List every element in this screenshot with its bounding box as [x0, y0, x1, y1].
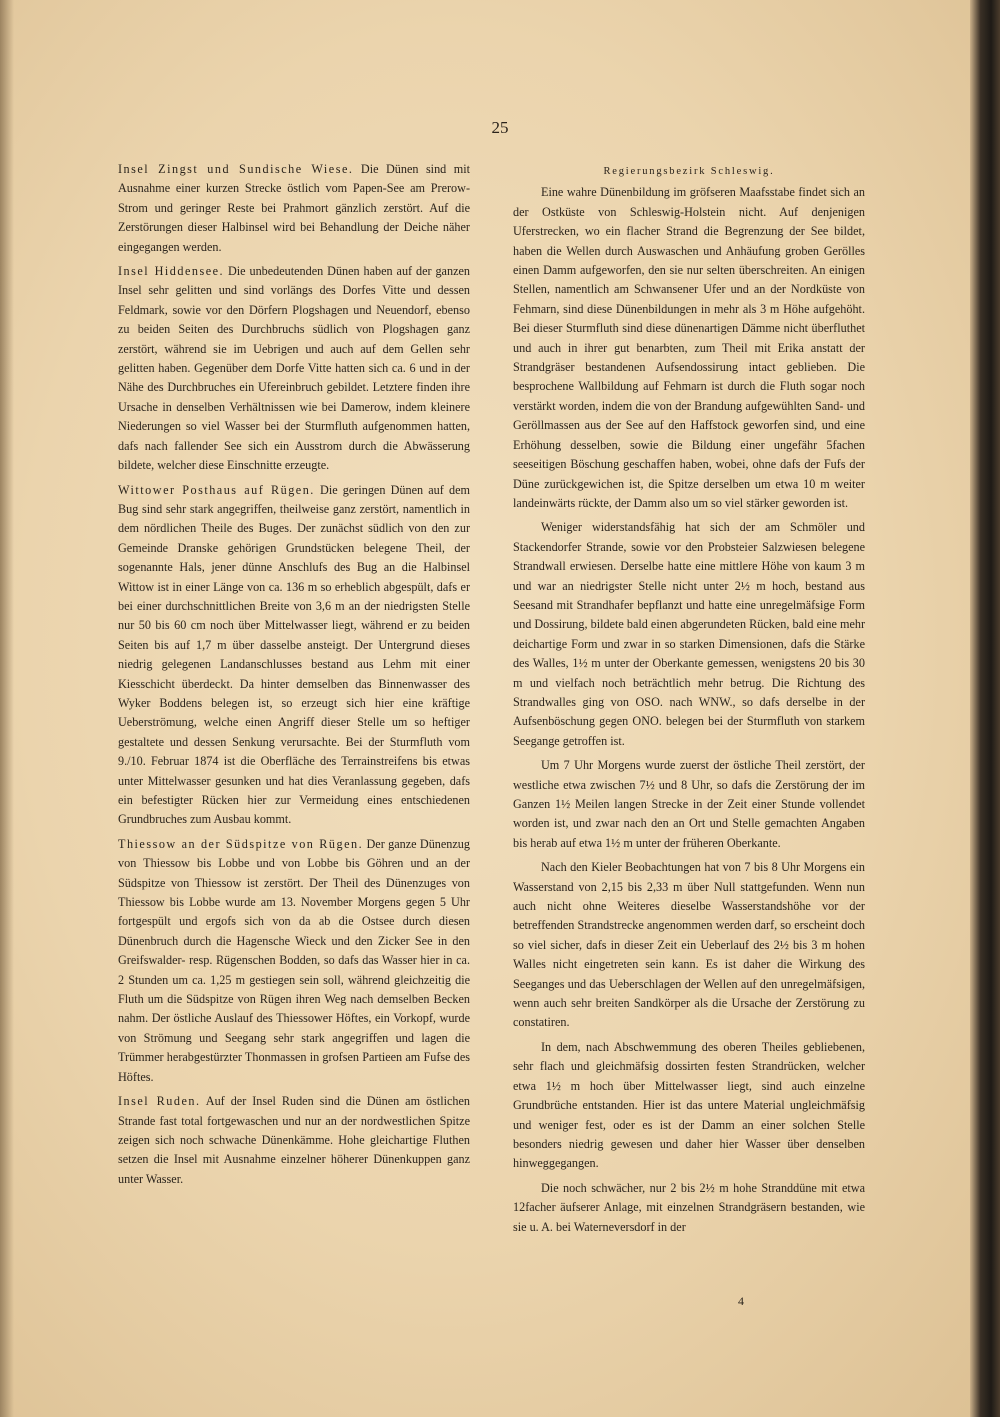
section-heading: Wittower Posthaus auf Rügen.	[118, 482, 315, 497]
paragraph: Um 7 Uhr Morgens wurde zuerst der östliche Theil zerstört, der westliche etwa zwischen 7½ und 8 Uhr, so dafs die Zerstörung der im Ganzen 1½ Meilen langen Strecke in der Zeit einer Stunde vollendet worden ist, und zwar nach den an Ort und Stelle gemachten Angaben bis herab auf etwa 1½ m unter der früheren Oberkante.	[513, 758, 865, 850]
section-heading: Insel Ruden.	[118, 1094, 201, 1109]
section-heading: Thiessow an der Südspitze von Rügen.	[118, 836, 364, 851]
paragraph-zingst	[118, 160, 470, 257]
paragraph-ruden	[118, 1092, 470, 1189]
section-heading: Insel Zingst und Sundische Wiese.	[118, 162, 354, 176]
region-heading: Regierungsbezirk Schleswig.	[603, 166, 775, 177]
paragraph-text: Die geringen Dünen auf dem Bug sind sehr stark angegriffen, theilweise ganz zerstört, namentlich in dem nördlichen Theile des Buges. Der zunächst südlich von den zur Gemeinde Dranske gehörigen Grundstücken belegene Theil, der sogenannte Hals, jener dünne Anschlufs des Bug an die Halbinsel Wittow ist in einer Länge von ca. 136 m so erheblich abgespült, dafs er bei einer durchschnittlichen Breite von 3,6 m an der niedrigsten Stelle nur 50 bis 60 cm noch über Mittelwasser liegt, während er zu beiden Seiten bis auf 1,7 m über dasselbe ansteigt. Der Untergrund dieses niedrig gelegenen Landanschlusses bestand aus Lehm mit einer Kiesschicht überdeckt. Da hinter demselben das Binnenwasser des Wyker Boddens belegen ist, so erzeugt sich hier eine kräftige Ueberströmung, welche einen Angriff dieser Stelle um so heftiger gestaltete und dessen Senkung verursachte. Bei der Sturmfluth vom 9./10. Februar 1874 ist die Oberfläche des Terrainstreifens bis etwas unter Mittelwasser gesunken und hat dies Veranlassung gegeben, dafs ein befestigter Rücken hier zur Vermeidung eines entschiedenen Grundbruches zum Ausbau kommt.	[118, 482, 470, 827]
paragraph-wittower	[118, 481, 470, 830]
paragraph-text: Der ganze Dünenzug von Thiessow bis Lobbe und von Lobbe bis Göhren und an der Südspitze von Thiessow ist zerstört. Der Theil des Dünenzuges von Thiessow bis Lobbe wurde am 13. November Morgens gegen 5 Uhr fortgespült und ergofs sich von da ab die Ostsee durch diesen Dünenbruch durch die Hagensche Wieck und den Zicker See in den Greifswalder- resp. Rügenschen Bodden, so dafs das Wasser hier in ca. 2 Stunden um ca. 1,25 m gestiegen sein soll, während gleichzeitig die Fluth um die Südspitze von Rügen ihren Weg nach demselben Becken nahm. Der östliche Auslauf des Thiessower Höftes, ein Vorkopf, wurde von Strömung und Seegang sehr stark angegriffen und lagen die Trümmer herabgestürzter Thonmassen in grofsen Partieen am Fufse des Höftes.	[118, 836, 470, 1084]
section-heading: Insel Hiddensee.	[118, 264, 225, 279]
page-left-shadow	[0, 0, 14, 1417]
paragraph: Nach den Kieler Beobachtungen hat von 7 bis 8 Uhr Morgens ein Wasserstand von 2,15 bis 2,33 m über Null stattgefunden. Wenn nun auch nicht ohne Weiteres dieselbe Wasserstandshöhe vor der betreffenden Strandstrecke angenommen werden darf, so erscheint doch so viel sicher, dafs in dieser Zeit ein Ueberlauf des 2½ bis 3 m hohen Walles nicht eingetreten sein kann. Es ist daher die Wirkung des Seeganges und das Ueberschlagen der Wellen auf den unregelmäfsigen, wenn auch sehr breiten Sandkörper als die Ursache der Zerstörung zu constatiren.	[513, 860, 865, 1030]
signature-number: 4	[738, 1294, 744, 1308]
left-column	[118, 160, 470, 1194]
right-column	[513, 162, 865, 1242]
paragraph-text: Die unbedeutenden Dünen haben auf der ganzen Insel sehr gelitten und sind vorlängs des Dorfes Vitte und dessen Feldmark, sowie vor den Dörfern Plogshagen und Neuendorf, ebenso zu beiden Seiten des Durchbruchs südlich von Plogshagen ganz zerstört, während sie im Uebrigen und auch auf dem Gellen sehr gelitten haben. Gegenüber dem Dorfe Vitte hatten sich ca. 6 und in der Nähe des Durchbruches ein Ufereinbruch gebildet. Letztere finden ihre Ursache in denselben Verhältnissen wie bei Damerow, indem kleinere Niederungen so viel Wasser bei der Sturmfluth aufgenommen hatten, dafs nach fallender See sich ein Ausstrom durch die Abwässerung bildete, welcher diese Einschnitte erzeugte.	[118, 264, 470, 473]
paragraph: Weniger widerstandsfähig hat sich der am Schmöler und Stackendorfer Strande, sowie vor den Probsteier Salzwiesen belegene Strandwall erwiesen. Derselbe hatte eine mittlere Höhe von kaum 3 m und war an niedrigster Stelle nicht unter 2½ m hoch, bestand aus Seesand mit Strandhafer bepflanzt und hatte eine unregelmäfsige Form und Dossirung, bildete bald einen abgerundeten Rücken, bald eine mehr deichartige Form und zwar in so starken Dimensionen, dafs die Stärke des Walles, 1½ m unter der Oberkante gemessen, wenigstens 20 bis 30 m und vielfach noch beträchtlich mehr betrug. Die Richtung des Strandwalles ging von OSO. nach WNW., so dafs derselbe in der Aufsenböschung gegen ONO. belegen bei der Sturmfluth von starkem Seegange getroffen ist.	[513, 520, 865, 748]
paragraph: In dem, nach Abschwemmung des oberen Theiles gebliebenen, sehr flach und gleichmäfsig dossirten festen Strandrücken, welcher etwa 1½ m hoch über Mittelwasser liegt, sind auch einzelne Grundbrüche entstanden. Hier ist das untere Material ungleichmäfsig und weniger fest, oder es ist der Damm an einer solchen Stelle besonders niedrig gewesen und daher hier Wasser über denselben hinweggegangen.	[513, 1039, 865, 1171]
paragraph-hiddensee	[118, 262, 470, 475]
paragraph: Die noch schwächer, nur 2 bis 2½ m hohe Stranddüne mit etwa 12facher äufserer Anlage, mit einzelnen Strandgräsern bestanden, wie sie u. A. bei Waterneversdorf in der	[513, 1180, 865, 1234]
paragraph-thiessow	[118, 835, 470, 1087]
paragraph: Eine wahre Dünenbildung im gröfseren Maafsstabe findet sich an der Ostküste von Schleswig-Holstein nicht. Auf denjenigen Uferstrecken, wo ein flacher Strand die Begrenzung der See bildet, haben die Wellen durch Auswaschen und Anhäufung groben Gerölles einen Damm aufgeworfen, den sie nur selten überschreiten. An einigen Stellen, namentlich am Schwansener Ufer und an der Nordküste von Fehmarn, sind diese Dünenbildungen in mehr als 3 m Höhe aufgehöht. Bei dieser Sturmfluth sind diese dünenartigen Dämme nicht überfluthet und auch in ihrer gut benarbten, zum Theil mit Erika anstatt der Strandgräser bestandenen Aufsendossirung intact geblieben. Die besprochene Wallbildung auf Fehmarn ist durch die Fluth sogar noch verstärkt worden, indem die von der Brandung aufgewühlten Sand- und Geröllmassen aus der See auf den Haffstock geworfen sind, und eine Erhöhung desselben, sowie die Bildung einer ungefähr 5fachen seeseitigen Böschung geschaffen haben, wobei, ohne dafs der Fufs der Düne zurückgewichen ist, die Spitze derselben um etwa 10 m weiter landeinwärts rückte, der Damm also um so viel stärker geworden ist.	[513, 185, 865, 510]
paragraph-text: Auf der Insel Ruden sind die Dünen am östlichen Strande fast total fortgewaschen und nur an der nordwestlichen Spitze zeigen sich noch schwache Dünenkämme. Hohe gleichartige Fluthen setzen die Insel mit Ausnahme einzelner höherer Dünenkuppen ganz unter Wasser.	[118, 1094, 470, 1186]
book-binding	[970, 0, 1000, 1417]
page-number: 25	[491, 118, 509, 137]
paragraph-text: Die Dünen sind mit Ausnahme einer kurzen Strecke östlich vom Papen-See am Prerow-Strom und geringer Reste bei Prahmort gänzlich zerstört. Auf die Zerstörungen dieser Halbinsel wird bei Behandlung der Deiche näher eingegangen werden.	[118, 162, 470, 254]
